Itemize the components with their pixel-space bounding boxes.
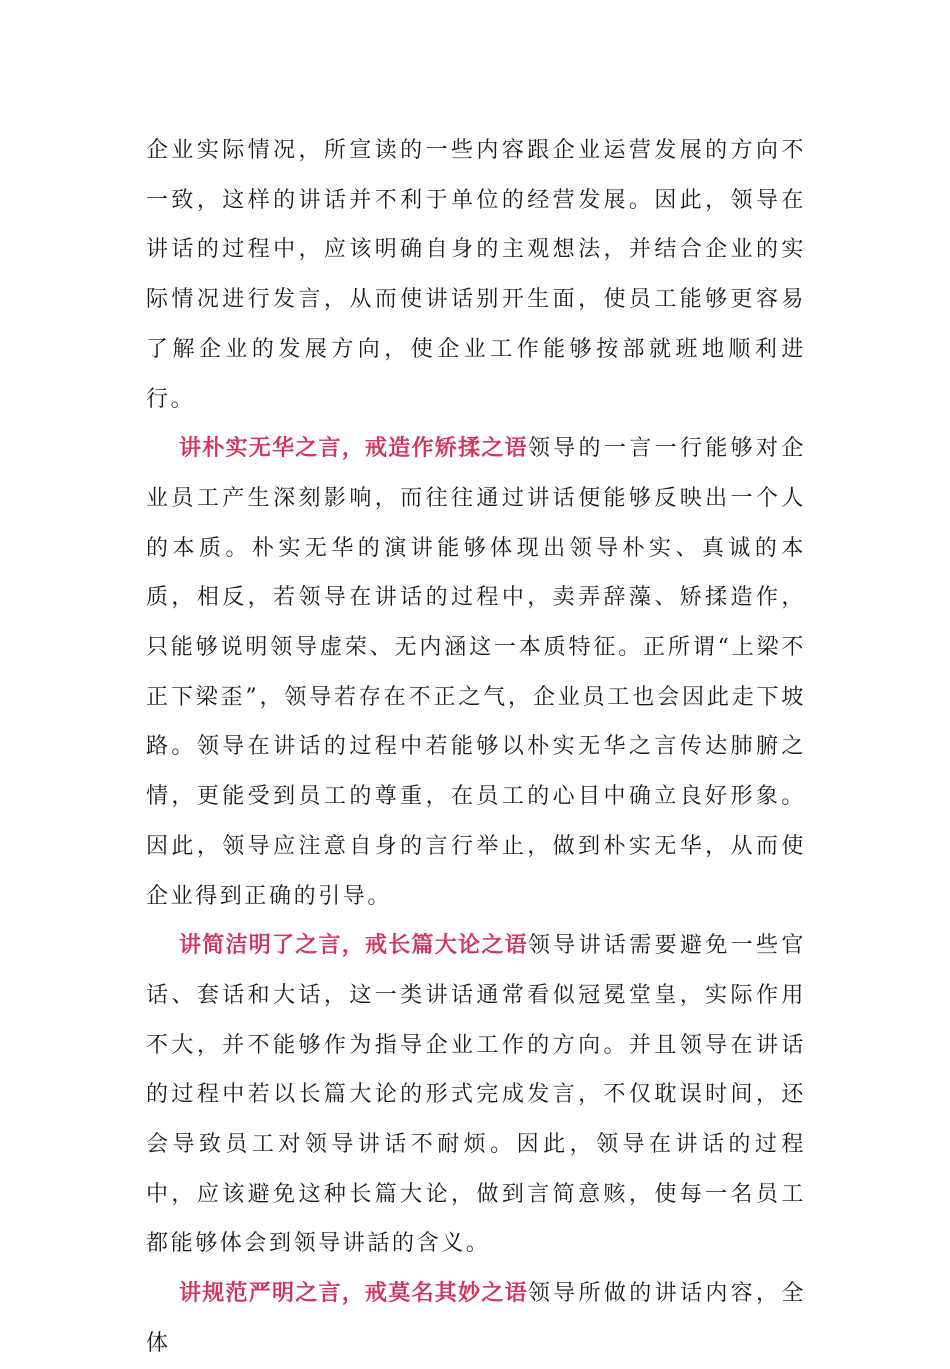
paragraph-3 [146,921,806,1269]
paragraph-1 [146,126,806,424]
paragraph-4-text: 领导所做的讲话内容，全体 [146,1281,806,1356]
paragraph-3-heading: 讲简洁明了之言，戒长篇大论之语 [179,932,528,959]
paragraph-4 [146,1269,806,1368]
paragraph-3-text: 领导讲话需要避免一些官话、套话和大话，这一类讲话通常看似冠冕堂皇，实际作用不大，并不能够作为指导企业工作的方向。并且领导在讲话的过程中若以长篇大论的形式完成发言，不仅耽误时间，还会导致员工对领导讲话不耐烦。因此，领导在讲话的过程中，应该避免这种长篇大论，做到言简意赅，使每一名员工都能够体会到领导讲話的含义。 [146,933,806,1257]
paragraph-1-text: 企业实际情况，所宣读的一些内容跟企业运营发展的方向不一致，这样的讲话并不利于单位的经营发展。因此，领导在讲话的过程中，应该明确自身的主观想法，并结合企业的实际情况进行发言，从而使讲话别开生面，使员工能够更容易了解企业的发展方向，使企业工作能够按部就班地顺利进行。 [146,138,806,412]
paragraph-2 [146,424,806,921]
paragraph-2-text: 领导的一言一行能够对企业员工产生深刻影响，而往往通过讲话便能够反映出一个人的本质。朴实无华的演讲能够体现出领导朴实、真诚的本质，相反，若领导在讲话的过程中，卖弄辞藻、矫揉造作，只能够说明领导虚荣、无内涵这一本质特征。正所谓“上梁不正下梁歪”，领导若存在不正之气，企业员工也会因此走下坡路。领导在讲话的过程中若能够以朴实无华之言传达肺腑之情，更能受到员工的尊重，在员工的心目中确立良好形象。因此，领导应注意自身的言行举止，做到朴实无华，从而使企业得到正确的引导。 [146,436,806,909]
paragraph-4-heading: 讲规范严明之言，戒莫名其妙之语 [179,1280,528,1307]
document-page [146,126,806,1369]
paragraph-2-heading: 讲朴实无华之言，戒造作矫揉之语 [179,435,528,462]
